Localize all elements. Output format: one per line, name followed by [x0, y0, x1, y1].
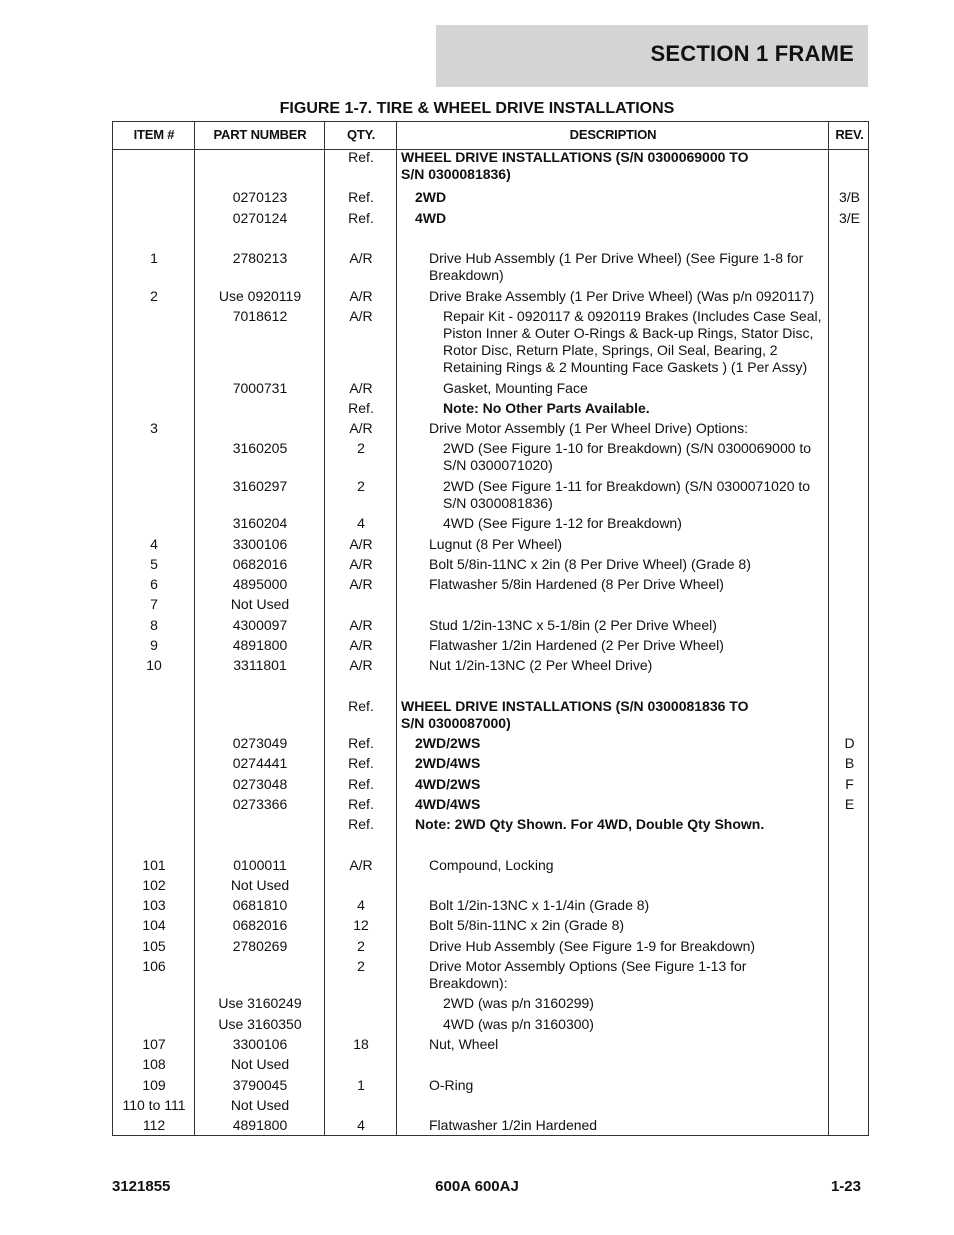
description: WHEEL DRIVE INSTALLATIONS (S/N 0300081836 TO S/N 0300087000) — [401, 698, 749, 731]
quantity: 18 — [353, 1036, 369, 1052]
part-number: 0274441 — [232, 755, 288, 771]
quantity: A/R — [349, 536, 373, 552]
part-number: 3311801 — [233, 657, 287, 673]
item-number: 1 — [150, 250, 158, 266]
description: O-Ring — [429, 1077, 474, 1093]
description: Bolt 5/8in-11NC x 2in (8 Per Drive Wheel) (Grade 8) — [429, 556, 751, 572]
part-number: Use 3160350 — [218, 1016, 302, 1032]
description: Lugnut (8 Per Wheel) — [429, 536, 563, 552]
item-number: 109 — [142, 1077, 166, 1093]
revision: B — [844, 755, 855, 771]
description: Note: No Other Parts Available. — [443, 400, 650, 416]
part-number: 0273049 — [232, 735, 288, 751]
item-number: 106 — [142, 958, 166, 974]
description: 4WD (was p/n 3160300) — [443, 1016, 594, 1032]
quantity: Ref. — [348, 796, 374, 812]
quantity: A/R — [349, 657, 373, 673]
description: WHEEL DRIVE INSTALLATIONS (S/N 0300069000 TO S/N 0300081836) — [401, 149, 749, 182]
item-number: 9 — [150, 637, 158, 653]
item-number: 7 — [150, 596, 158, 612]
quantity: A/R — [349, 420, 373, 436]
item-number: 107 — [142, 1036, 166, 1052]
quantity: 12 — [353, 917, 369, 933]
part-number: 4891800 — [232, 637, 288, 653]
footer-page-number: 1-23 — [830, 1178, 861, 1195]
description: Stud 1/2in-13NC x 5-1/8in (2 Per Drive Wheel) — [429, 617, 717, 633]
part-number: 0273048 — [232, 776, 288, 792]
description: Drive Brake Assembly (1 Per Drive Wheel) (Was p/n 0920117) — [429, 288, 815, 304]
quantity: A/R — [349, 250, 373, 266]
part-number: 3160205 — [232, 440, 288, 456]
description: Repair Kit - 0920117 & 0920119 Brakes (Includes Case Seal, Piston Inner & Outer O-Rings & Back-up Rings, Stator Disc, Rotor Disc, Return Plate, Springs, Oil Seal, Bearing, 2 Retaining Rings & 2 Mounting Face Gaskets ) (1 Per Assy) — [443, 308, 822, 375]
header-description: DESCRIPTION — [569, 127, 657, 142]
quantity: Ref. — [348, 735, 374, 751]
description: Bolt 5/8in-11NC x 2in (Grade 8) — [429, 917, 625, 933]
part-number: 3790045 — [232, 1077, 288, 1093]
part-number: Use 0920119 — [218, 288, 302, 304]
description: 2WD/4WS — [415, 755, 481, 771]
part-number: 4891800 — [232, 1117, 288, 1133]
quantity: A/R — [349, 857, 373, 873]
item-number: 10 — [146, 657, 162, 673]
quantity: Ref. — [348, 149, 374, 165]
header-item: ITEM # — [133, 127, 175, 142]
item-number: 101 — [142, 857, 166, 873]
part-number: 0682016 — [232, 556, 288, 572]
footer-doc-number: 3121855 — [112, 1178, 171, 1195]
part-number: 0681810 — [232, 897, 288, 913]
description: 2WD (See Figure 1-10 for Breakdown) (S/N 0300069000 to S/N 0300071020) — [443, 440, 812, 473]
revision: F — [845, 776, 854, 792]
part-number: 3300106 — [232, 536, 288, 552]
description: 2WD (was p/n 3160299) — [443, 995, 594, 1011]
description: Drive Hub Assembly (1 Per Drive Wheel) (See Figure 1-8 for Breakdown) — [429, 250, 804, 283]
quantity: 2 — [357, 938, 365, 954]
item-number: 105 — [142, 938, 166, 954]
quantity: Ref. — [348, 816, 374, 832]
quantity: Ref. — [348, 400, 374, 416]
description: 4WD/2WS — [415, 776, 481, 792]
quantity: 1 — [357, 1077, 365, 1093]
part-number: Not Used — [230, 1097, 290, 1113]
description: Drive Hub Assembly (See Figure 1-9 for Breakdown) — [429, 938, 756, 954]
part-number: 3300106 — [232, 1036, 288, 1052]
quantity: 2 — [357, 440, 365, 456]
revision: D — [844, 735, 855, 751]
header-part-number: PART NUMBER — [213, 127, 307, 142]
quantity: Ref. — [348, 210, 374, 226]
description: Flatwasher 1/2in Hardened (2 Per Drive Wheel) — [429, 637, 724, 653]
quantity: A/R — [349, 637, 373, 653]
item-number: 103 — [142, 897, 166, 913]
description: Gasket, Mounting Face — [443, 380, 588, 396]
part-number: 0270124 — [232, 210, 288, 226]
section-title: SECTION 1 FRAME — [650, 41, 854, 66]
quantity: Ref. — [348, 698, 374, 714]
description: Drive Motor Assembly (1 Per Wheel Drive) Options: — [429, 420, 748, 436]
quantity: A/R — [349, 576, 373, 592]
quantity: Ref. — [348, 776, 374, 792]
revision: 3/B — [838, 189, 860, 205]
part-number: Not Used — [230, 1056, 290, 1072]
quantity: A/R — [349, 308, 373, 324]
revision: 3/E — [838, 210, 860, 226]
item-number: 6 — [150, 576, 158, 592]
footer-model: 600A 600AJ — [435, 1178, 519, 1195]
item-number: 110 to 111 — [122, 1097, 186, 1113]
quantity: 2 — [357, 958, 365, 974]
description: Compound, Locking — [429, 857, 554, 873]
quantity: 2 — [357, 478, 365, 494]
description: Drive Motor Assembly Options (See Figure 1-13 for Breakdown): — [429, 958, 747, 991]
part-number: 7000731 — [232, 380, 288, 396]
part-number: 0270123 — [232, 189, 288, 205]
part-number: 4300097 — [232, 617, 288, 633]
item-number: 2 — [150, 288, 158, 304]
item-number: 5 — [150, 556, 158, 572]
description: 2WD — [415, 189, 447, 205]
header-rev: REV. — [835, 127, 864, 142]
quantity: 4 — [357, 1117, 365, 1133]
item-number: 112 — [142, 1117, 166, 1133]
part-number: 3160204 — [232, 515, 288, 531]
part-number: 2780269 — [232, 938, 288, 954]
quantity: A/R — [349, 380, 373, 396]
revision: E — [844, 796, 855, 812]
parts-table — [112, 121, 869, 1136]
description: Flatwasher 1/2in Hardened — [429, 1117, 598, 1133]
item-number: 4 — [150, 536, 158, 552]
description: 4WD/4WS — [415, 796, 481, 812]
part-number: 3160297 — [232, 478, 288, 494]
item-number: 108 — [142, 1056, 166, 1072]
quantity: 4 — [357, 897, 365, 913]
table-body — [113, 122, 870, 1137]
description: 4WD (See Figure 1-12 for Breakdown) — [443, 515, 682, 531]
quantity: A/R — [349, 556, 373, 572]
part-number: 4895000 — [232, 576, 288, 592]
item-number: 102 — [142, 877, 166, 893]
quantity: Ref. — [348, 189, 374, 205]
part-number: Not Used — [230, 596, 290, 612]
part-number: Not Used — [230, 877, 290, 893]
description: 2WD/2WS — [415, 735, 481, 751]
part-number: 0682016 — [232, 917, 288, 933]
part-number: 0273366 — [232, 796, 288, 812]
description: Nut, Wheel — [429, 1036, 499, 1052]
quantity: A/R — [349, 617, 373, 633]
header-qty: QTY. — [346, 127, 376, 142]
part-number: 7018612 — [232, 308, 288, 324]
part-number: Use 3160249 — [218, 995, 302, 1011]
description: Bolt 1/2in-13NC x 1-1/4in (Grade 8) — [429, 897, 650, 913]
description: 2WD (See Figure 1-11 for Breakdown) (S/N 0300071020 to S/N 0300081836) — [443, 478, 811, 511]
figure-title: FIGURE 1-7. TIRE & WHEEL DRIVE INSTALLATIONS — [279, 100, 675, 117]
part-number: 2780213 — [232, 250, 288, 266]
description: Flatwasher 5/8in Hardened (8 Per Drive Wheel) — [429, 576, 724, 592]
description: Note: 2WD Qty Shown. For 4WD, Double Qty Shown. — [415, 816, 765, 832]
description: Nut 1/2in-13NC (2 Per Wheel Drive) — [429, 657, 653, 673]
item-number: 104 — [142, 917, 166, 933]
description: 4WD — [415, 210, 447, 226]
quantity: A/R — [349, 288, 373, 304]
section-header-box — [436, 25, 868, 87]
quantity: 4 — [357, 515, 365, 531]
item-number: 3 — [150, 420, 158, 436]
item-number: 8 — [150, 617, 158, 633]
quantity: Ref. — [348, 755, 374, 771]
part-number: 0100011 — [233, 857, 287, 873]
